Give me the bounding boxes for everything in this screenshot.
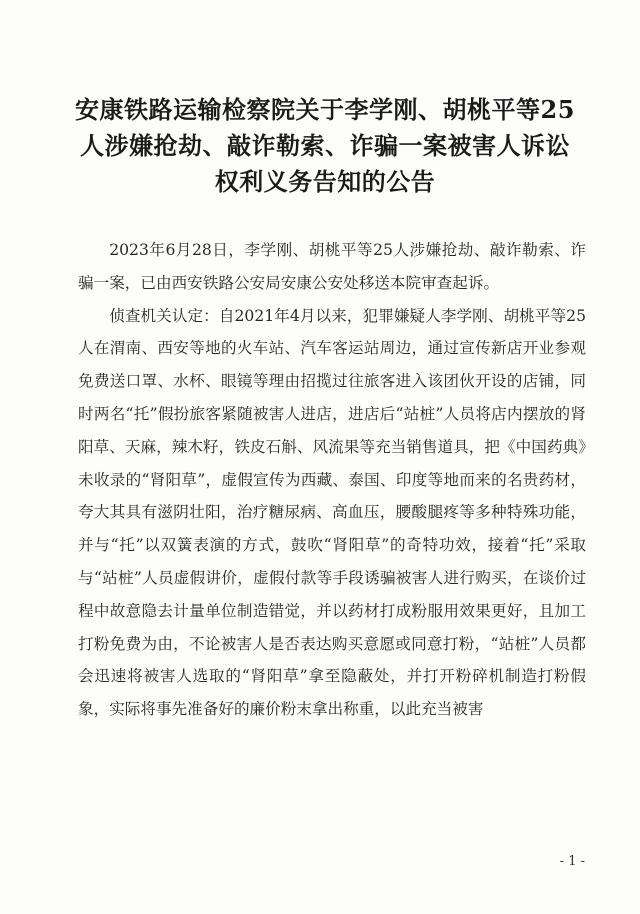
page-number: - 1 - [559,854,585,869]
document-body [78,234,586,726]
paragraph-intro: 2023年6月28日，李学刚、胡桃平等25人涉嫌抢劫、敲诈勒索、诈骗一案，已由西安铁路公安局安康公安处移送本院审查起诉。 [78,241,586,292]
document-title: 安康铁路运输检察院关于李学刚、胡桃平等25人涉嫌抢劫、敲诈勒索、诈骗一案被害人诉讼权利义务告知的公告 [75,95,575,196]
paragraph-findings: 侦查机关认定：自2021年4月以来，犯罪嫌疑人李学刚、胡桃平等25人在渭南、西安等地的火车站、汽车客运站周边，通过宣传新店开业参观免费送口罩、水杯、眼镜等理由招揽过往旅客进入该团伙开设的店铺，同时两名“托”假扮旅客紧随被害人进店，进店后“站桩”人员将店内摆放的肾阳草、天麻，辣木籽，铁皮石斛、风流果等充当销售道具，把《中国药典》未收录的“肾阳草”，虚假宣传为西藏、泰国、印度等地而来的名贵药材，夸大其具有滋阴壮阳，治疗糖尿病、高血压，腰酸腿疼等多种特殊功能，并与“托”以双簧表演的方式，鼓吹“肾阳草”的奇特功效，接着“托”采取与“站桩”人员虚假讲价，虚假付款等手段诱骗被害人进行购买，在谈价过程中故意隐去计量单位制造错觉，并以药材打成粉服用效果更好，且加工打粉免费为由，不论被害人是否表达购买意愿或同意打粉，“站桩”人员都会迅速将被害人选取的“肾阳草”拿至隐蔽处，并打开粉碎机制造打粉假象，实际将事先准备好的廉价粉末拿出称重，以此充当被害 [78,306,586,719]
